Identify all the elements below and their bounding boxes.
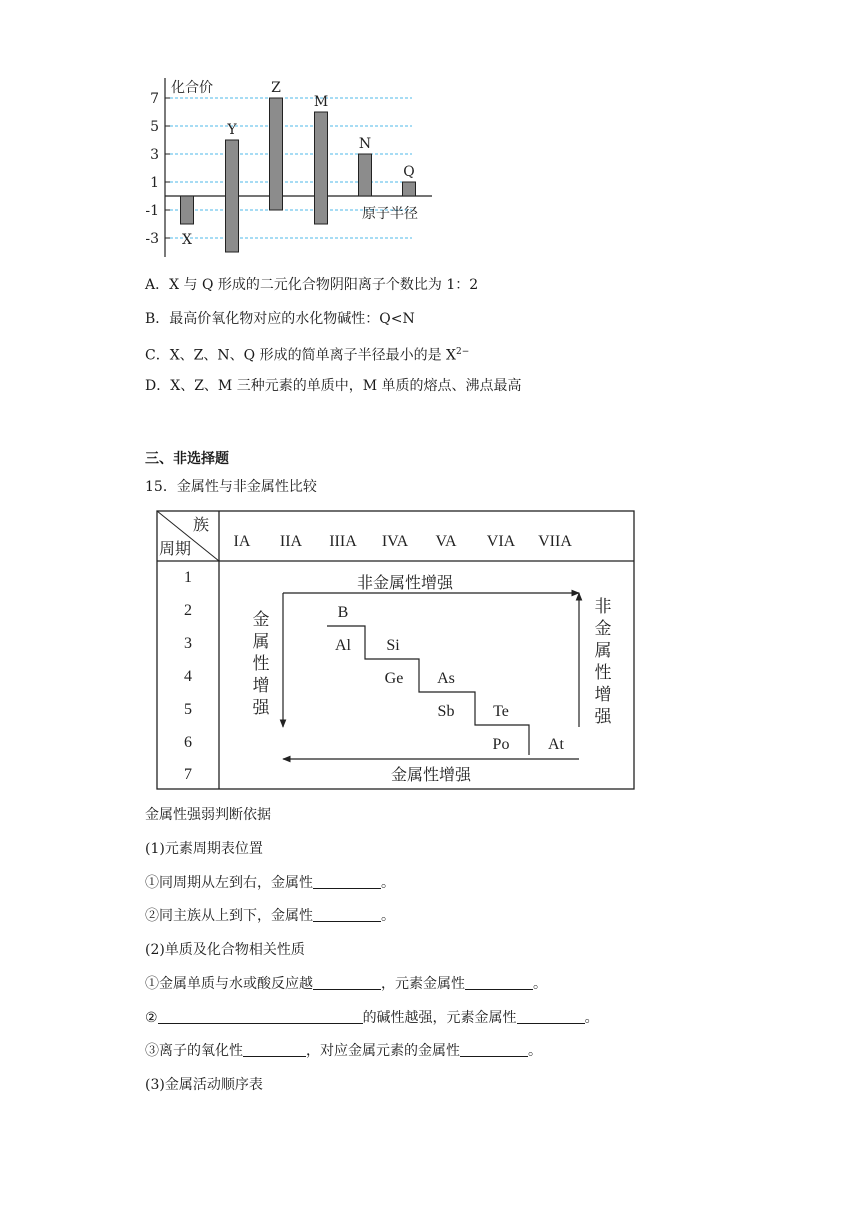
right-vertical-char: 属 [594, 641, 612, 660]
corner-period-label: 周期 [159, 541, 192, 558]
answer-blank[interactable] [517, 1009, 585, 1024]
element-at: At [548, 736, 564, 753]
option-b: B．最高价氧化物对应的水化物碱性：Q<N [145, 311, 415, 327]
y-tick-label: 5 [150, 119, 159, 135]
corner-group-label: 族 [193, 517, 210, 534]
bar-m [315, 112, 328, 224]
group-header: IVA [381, 533, 409, 550]
period-label: 6 [184, 734, 192, 751]
right-vertical-char: 增 [594, 685, 612, 704]
top-arrow-label: 非金属性增强 [357, 575, 454, 592]
option-a: A．X 与 Q 形成的二元化合物阴阳离子个数比为 1：2 [145, 277, 479, 293]
group-header: VIIA [538, 533, 572, 550]
option-c: C．X、Z、N、Q 形成的简单离子半径最小的是 $X^{2-}$ [145, 347, 470, 364]
left-vertical-char: 属 [252, 632, 270, 651]
left-vertical-char: 增 [252, 676, 270, 695]
right-vertical-char: 强 [594, 707, 612, 726]
bar-label: X [182, 232, 192, 248]
period-label: 3 [184, 635, 192, 652]
bar-y [226, 140, 239, 252]
bar-n [359, 154, 372, 196]
right-vertical-char: 性 [594, 663, 612, 682]
question-title: 15．金属性与非金属性比较 [145, 479, 317, 495]
bar-label: Y [227, 122, 237, 138]
element-sb: Sb [437, 703, 455, 720]
group-header: VIA [486, 533, 516, 550]
group-header: IA [233, 533, 251, 550]
right-vertical-char: 非 [594, 597, 612, 616]
bottom-arrow-label: 金属性增强 [391, 767, 472, 784]
group-header: IIA [279, 533, 303, 550]
bar-label: Q [403, 164, 415, 180]
left-vertical-char: 性 [252, 654, 270, 673]
bar-label: N [358, 136, 372, 152]
sub3-title: (3)金属活动顺序表 [145, 1077, 263, 1093]
question-1b: ②同主族从上到下，金属性 。 [145, 908, 395, 924]
period-label: 4 [184, 668, 192, 685]
question-2c: ③离子的氧化性 ，对应金属元素的金属性 。 [145, 1043, 542, 1059]
option-d: D．X、Z、M 三种元素的单质中，M 单质的熔点、沸点最高 [145, 378, 522, 394]
section-title: 三、非选择题 [145, 451, 229, 467]
element-ge: Ge [384, 670, 404, 687]
period-label: 2 [184, 602, 192, 619]
question-2b: ② 的碱性越强，元素金属性 。 [145, 1010, 599, 1026]
periodic-trend-table [155, 509, 637, 793]
answer-blank[interactable] [313, 907, 381, 922]
question-2a: ①金属单质与水或酸反应越 ，元素金属性 。 [145, 976, 547, 992]
group-header: IIIA [329, 533, 357, 550]
element-te: Te [493, 703, 509, 720]
x-axis-label: 原子半径 [362, 206, 418, 222]
bar-x [181, 196, 194, 224]
element-al: Al [335, 637, 351, 654]
element-b: B [337, 604, 349, 621]
y-axis-label: 化合价 [171, 80, 213, 96]
bar-q [403, 182, 416, 196]
element-as: As [437, 670, 455, 687]
y-tick-label: -3 [145, 231, 159, 247]
left-vertical-char: 强 [252, 698, 270, 717]
element-po: Po [492, 736, 510, 753]
period-label: 7 [184, 766, 192, 783]
bar-label: Z [271, 80, 281, 96]
y-tick-label: 3 [150, 147, 159, 163]
left-vertical-char: 金 [252, 610, 270, 629]
element-si: Si [386, 637, 400, 654]
answer-blank[interactable] [243, 1042, 306, 1057]
question-1a: ①同周期从左到右，金属性 。 [145, 875, 395, 891]
sub2-title: (2)单质及化合物相关性质 [145, 942, 305, 958]
criteria-title: 金属性强弱判断依据 [145, 807, 271, 823]
y-tick-label: 7 [150, 91, 159, 107]
answer-blank[interactable] [313, 975, 381, 990]
bar-label: M [313, 94, 329, 110]
group-header: VA [435, 533, 457, 550]
period-label: 1 [184, 569, 192, 586]
y-tick-label: -1 [145, 203, 159, 219]
answer-blank[interactable] [460, 1042, 528, 1057]
bar-z [270, 98, 283, 210]
valence-radius-chart [140, 70, 440, 265]
answer-blank[interactable] [158, 1009, 363, 1024]
period-label: 5 [184, 701, 192, 718]
answer-blank[interactable] [313, 874, 381, 889]
sub1-title: (1)元素周期表位置 [145, 841, 263, 857]
y-tick-label: 1 [150, 175, 159, 191]
right-vertical-char: 金 [594, 619, 612, 638]
answer-blank[interactable] [465, 975, 533, 990]
